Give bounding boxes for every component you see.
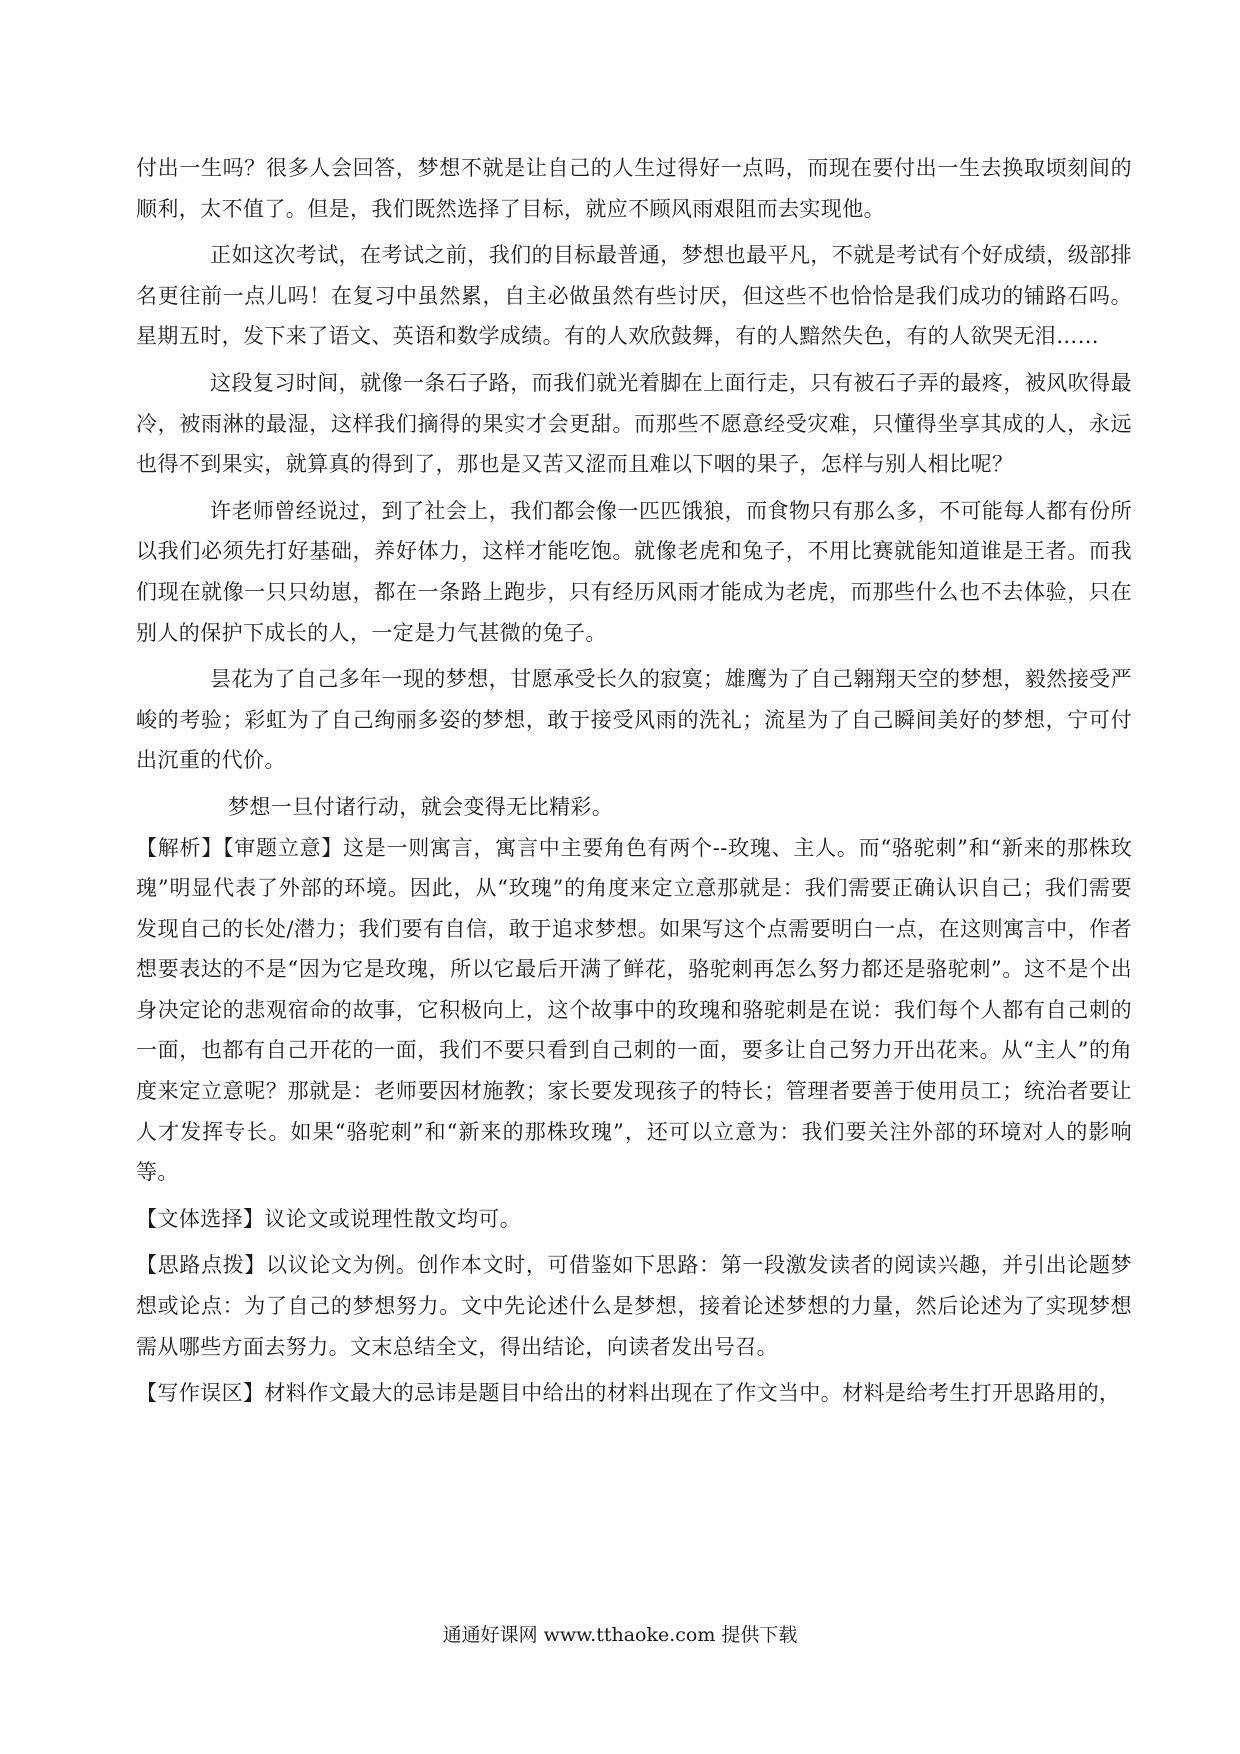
page-content [136, 148, 1132, 1414]
essay-paragraph-1: 付出一生吗？很多人会回答，梦想不就是让自己的人生过得好一点吗，而现在要付出一生去换取顷刻间的顺利，太不值了。但是，我们既然选择了目标，就应不顾风雨艰阻而去实现他。 [136, 156, 1132, 221]
analysis-theme-section: 【解析】【审题立意】这是一则寓言，寓言中主要角色有两个--玫瑰、主人。而“骆驼刺”和“新来的那株玫瑰”明显代表了外部的环境。因此，从“玫瑰”的角度来定立意那就是：我们需要正确认识自己；我们需要发现自己的长处/潜力；我们要有自信，敢于追求梦想。如果写这个点需要明白一点，在这则寓言中，作者想要表达的不是“因为它是玫瑰，所以它最后开满了鲜花，骆驼刺再怎么努力都还是骆驼刺”。这不是个出身决定论的悲观宿命的故事，它积极向上，这个故事中的玫瑰和骆驼刺是在说：我们每个人都有自己刺的一面，也都有自己开花的一面，我们不要只看到自己刺的一面，要多让自己努力开出花来。从“主人”的角度来定立意呢？那就是：老师要因材施教；家长要发现孩子的特长；管理者要善于使用员工；统治者要让人才发挥专长。如果“骆驼刺”和“新来的那株玫瑰”，还可以立意为：我们要关注外部的环境对人的影响等。 [136, 835, 1132, 1185]
analysis-approach-section: 【思路点拨】以议论文为例。创作本文时，可借鉴如下思路：第一段激发读者的阅读兴趣，并引出论题梦想或论点：为了自己的梦想努力。文中先论述什么是梦想，接着论述梦想的力量，然后论述为了实现梦想需从哪些方面去努力。文末总结全文，得出结论，向读者发出号召。 [136, 1253, 1132, 1359]
page-footer: 通通好课网 www.tthaoke.com 提供下载 [442, 1624, 798, 1646]
analysis-pitfalls-section: 【写作误区】材料作文最大的忌讳是题目中给出的材料出现在了作文当中。材料是给考生打开思路用的， [136, 1381, 1121, 1406]
essay-paragraph-3: 这段复习时间，就像一条石子路，而我们就光着脚在上面行走，只有被石子弄的最疼，被风吹得最冷，被雨淋的最湿，这样我们摘得的果实才会更甜。而那些不愿意经受灾难，只懂得坐享其成的人，永远也得不到果实，就算真的得到了，那也是又苦又涩而且难以下咽的果子，怎样与别人相比呢？ [136, 370, 1132, 477]
essay-paragraph-5: 昙花为了自己多年一现的梦想，甘愿承受长久的寂寞；雄鹰为了自己翱翔天空的梦想，毅然接受严峻的考验；彩虹为了自己绚丽多姿的梦想，敢于接受风雨的洗礼；流星为了自己瞬间美好的梦想，宁可付出沉重的代价。 [136, 667, 1132, 773]
essay-paragraph-4: 许老师曾经说过，到了社会上，我们都会像一匹匹饿狼，而食物只有那么多，不可能每人都有份所以我们必须先打好基础，养好体力，这样才能吃饱。就像老虎和兔子，不用比赛就能知道谁是王者。而我们现在就像一只只幼崽，都在一条路上跑步，只有经历风雨才能成为老虎，而那些什么也不去体验，只在别人的保护下成长的人，一定是力气甚微的兔子。 [136, 498, 1132, 645]
essay-paragraph-2: 正如这次考试，在考试之前，我们的目标最普通，梦想也最平凡，不就是考试有个好成绩，级部排名更往前一点儿吗！在复习中虽然累，自主必做虽然有些讨厌，但这些不也恰恰是我们成功的铺路石吗。星期五时，发下来了语文、英语和数学成绩。有的人欢欣鼓舞，有的人黯然失色，有的人欲哭无泪…… [136, 243, 1132, 349]
analysis-genre-section: 【文体选择】议论文或说理性散文均可。 [136, 1206, 522, 1231]
essay-paragraph-6: 梦想一旦付诸行动，就会变得无比精彩。 [228, 794, 614, 819]
